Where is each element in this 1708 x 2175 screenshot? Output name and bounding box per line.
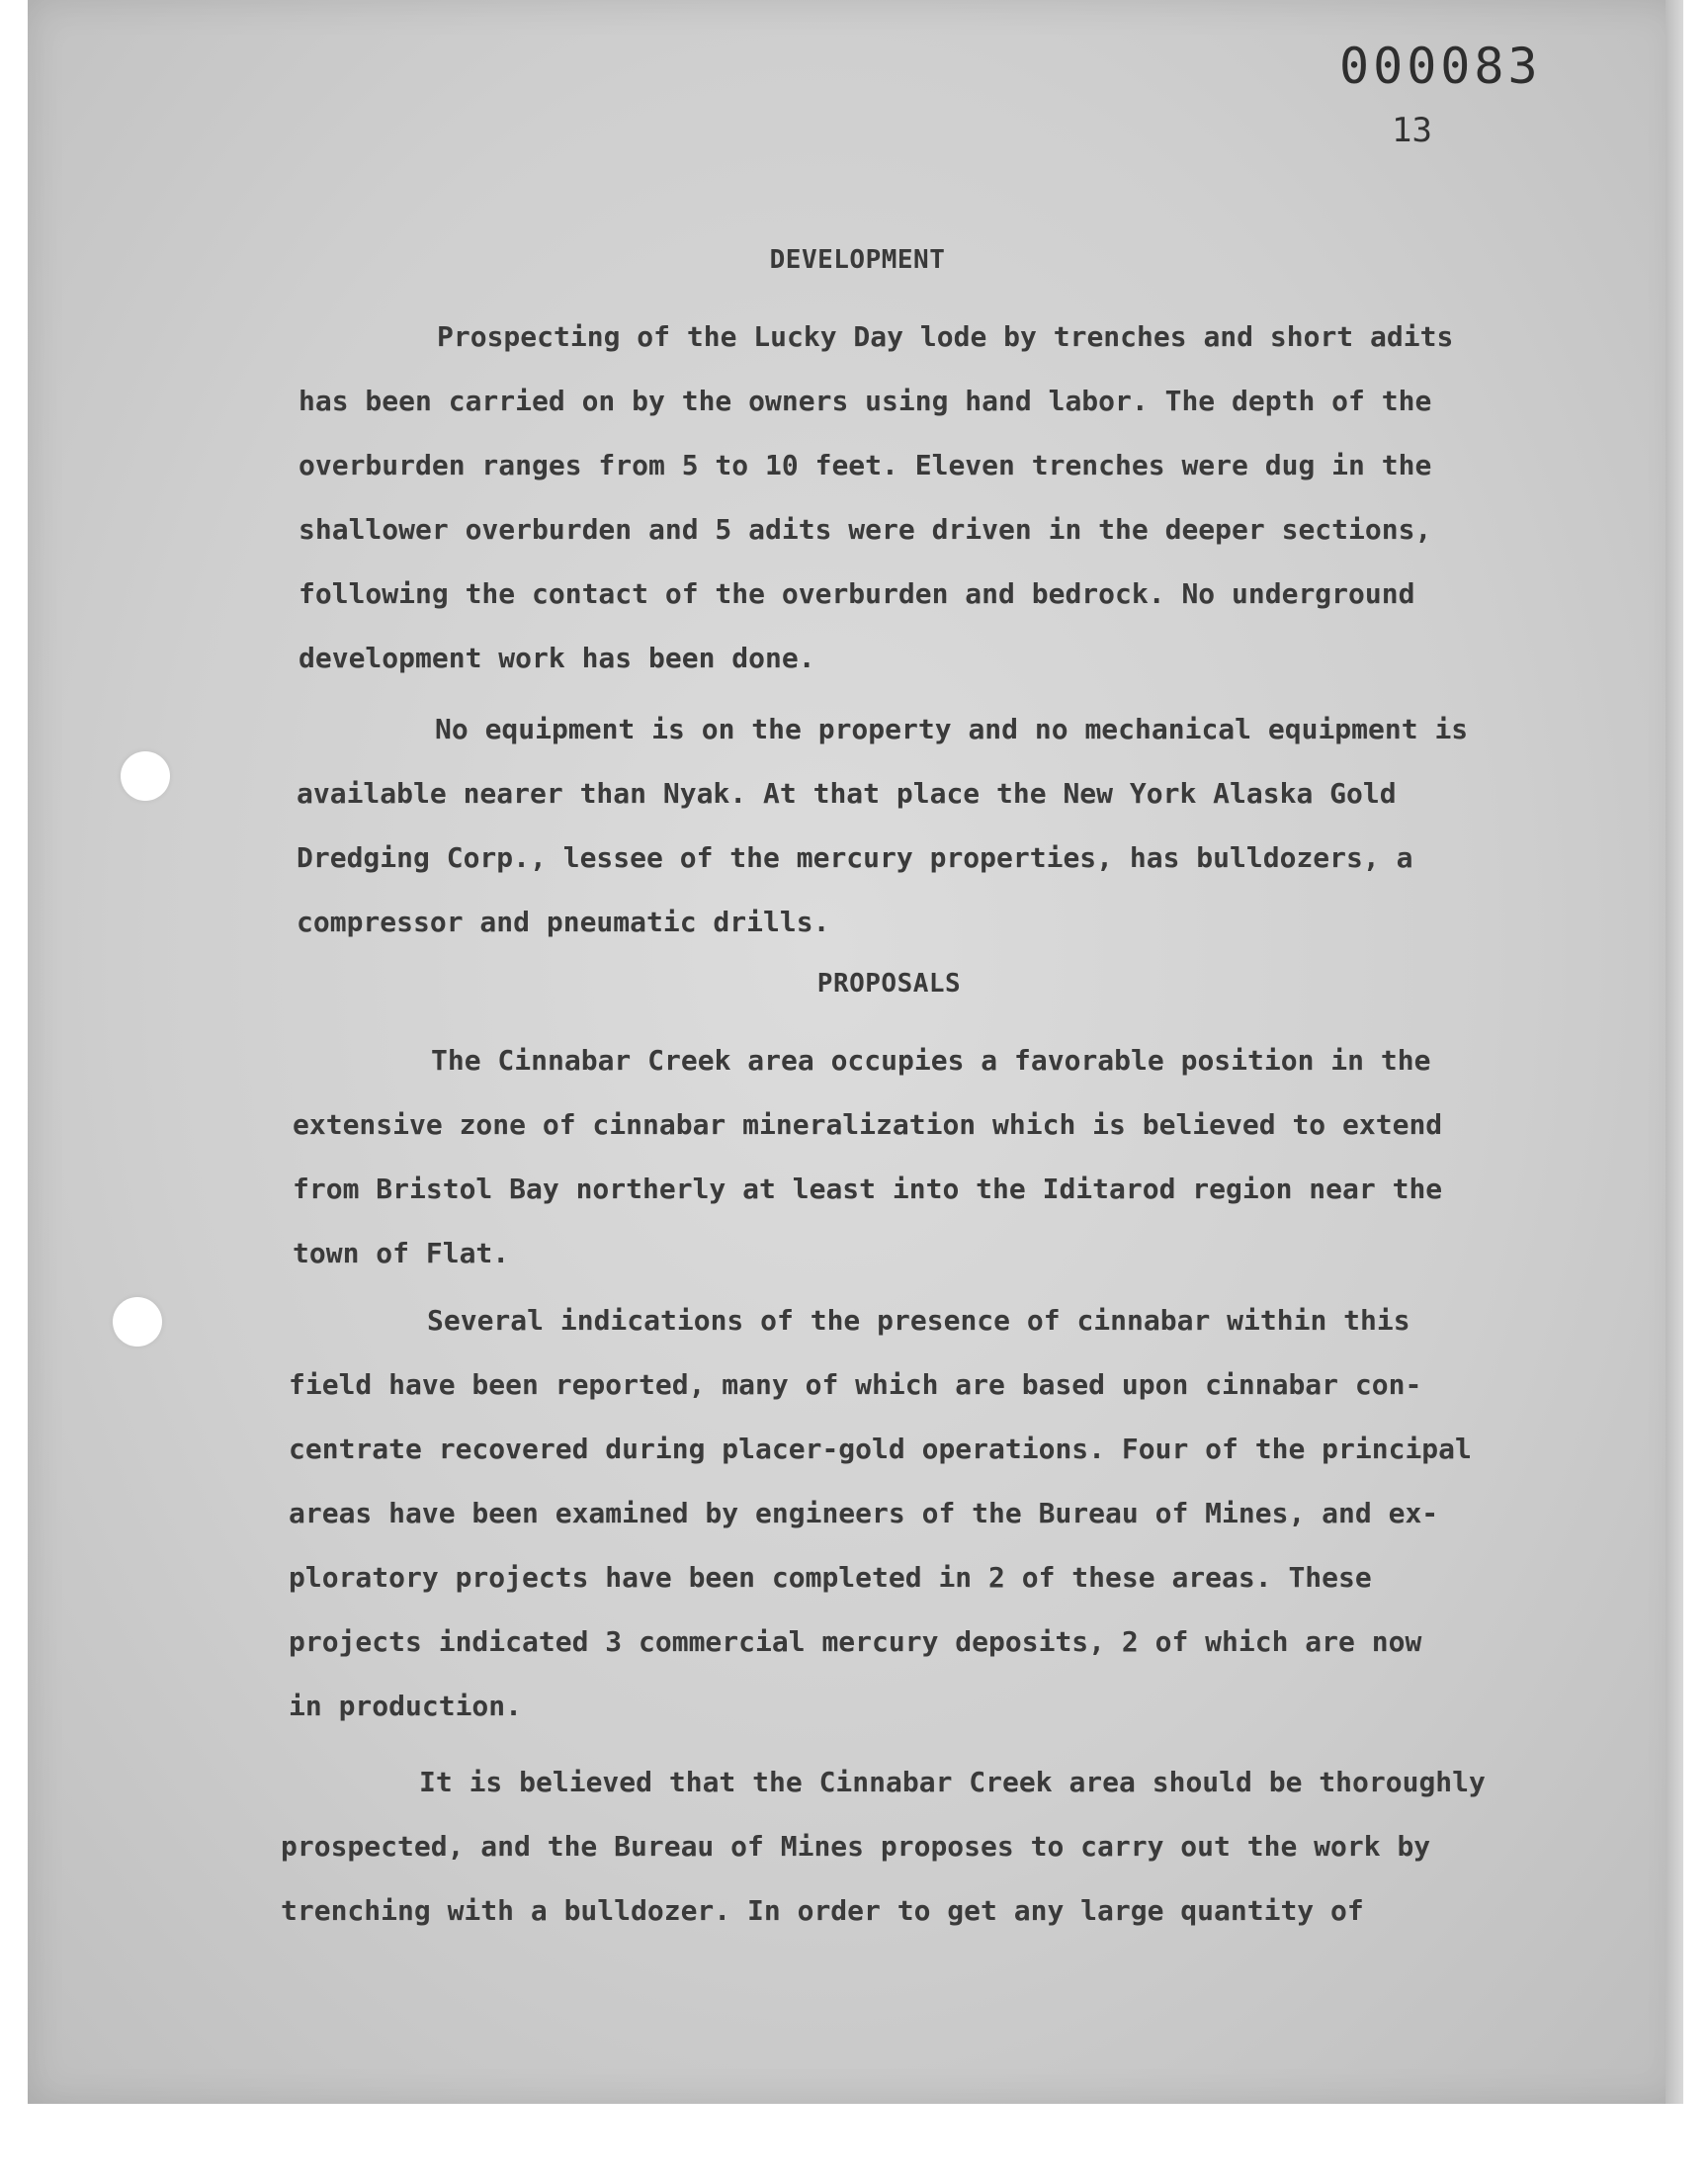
paragraph-line: development work has been done. (299, 642, 815, 674)
paragraph-line: centrate recovered during placer-gold operations. Four of the principal (289, 1433, 1472, 1465)
punch-hole (113, 1297, 162, 1347)
paragraph-line: available nearer than Nyak. At that place the New York Alaska Gold (297, 777, 1397, 810)
paragraph-line: Dredging Corp., lessee of the mercury properties, has bulldozers, a (297, 841, 1413, 874)
paragraph-proposals-2 (289, 1288, 1494, 1738)
page-number: 13 (1392, 111, 1432, 150)
paragraph-line: following the contact of the overburden and bedrock. No underground (299, 577, 1415, 610)
page-edge (1665, 0, 1683, 2104)
paragraph-line: The Cinnabar Creek area occupies a favorable position in the (431, 1044, 1431, 1077)
paragraph-line: overburden ranges from 5 to 10 feet. Eleven trenches were dug in the (299, 449, 1432, 481)
paragraph-line: projects indicated 3 commercial mercury deposits, 2 of which are now (289, 1625, 1422, 1658)
section-heading-development: DEVELOPMENT (769, 245, 946, 275)
paragraph-proposals-1 (293, 1028, 1498, 1285)
paragraph-line: in production. (289, 1690, 523, 1722)
paragraph-line: shallower overburden and 5 adits were driven in the deeper sections, (299, 513, 1432, 546)
section-heading-proposals: PROPOSALS (816, 969, 962, 999)
paragraph-line: It is believed that the Cinnabar Creek area should be thoroughly (419, 1766, 1486, 1798)
paragraph-line: areas have been examined by engineers of the Bureau of Mines, and ex- (289, 1497, 1439, 1529)
paragraph-line: has been carried on by the owners using hand labor. The depth of the (299, 385, 1432, 417)
document-number: 000083 (1339, 38, 1542, 95)
paragraph-line: trenching with a bulldozer. In order to get any large quantity of (281, 1894, 1364, 1927)
paragraph-line: compressor and pneumatic drills. (297, 906, 830, 938)
bottom-margin (0, 2104, 1708, 2175)
paragraph-line: ploratory projects have been completed in 2 of these areas. These (289, 1561, 1372, 1594)
paragraph-line: town of Flat. (293, 1237, 510, 1269)
paragraph-development-2 (297, 697, 1502, 954)
paragraph-line: Several indications of the presence of cinnabar within this (427, 1304, 1410, 1337)
paragraph-development-1 (299, 304, 1504, 690)
paragraph-line: from Bristol Bay northerly at least into the Iditarod region near the (293, 1173, 1443, 1205)
paragraph-proposals-3 (281, 1750, 1487, 1943)
paragraph-line: prospected, and the Bureau of Mines proposes to carry out the work by (281, 1830, 1431, 1863)
paragraph-line: field have been reported, many of which are based upon cinnabar con- (289, 1368, 1422, 1401)
paragraph-line: No equipment is on the property and no mechanical equipment is (435, 713, 1469, 745)
punch-hole (121, 751, 170, 801)
paragraph-line: extensive zone of cinnabar mineralization which is believed to extend (293, 1108, 1443, 1141)
paragraph-line: Prospecting of the Lucky Day lode by trenches and short adits (437, 320, 1454, 353)
